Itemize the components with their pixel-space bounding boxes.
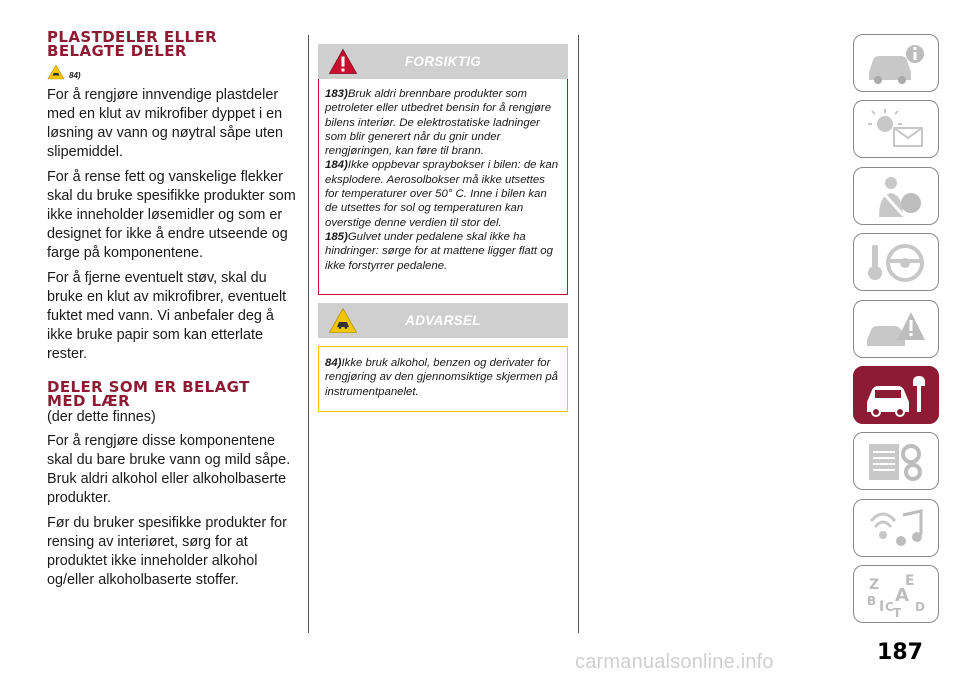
caution-item: [325, 87, 561, 158]
item-number: 84): [325, 357, 342, 369]
svg-text:Z: Z: [869, 577, 880, 594]
chapter-tabs: [853, 34, 939, 632]
svg-text:E: E: [905, 573, 915, 590]
multimedia-icon: [861, 505, 931, 551]
caution-body: [318, 79, 568, 295]
tab-maintenance[interactable]: [853, 366, 939, 424]
section-heading-leather: [47, 380, 299, 408]
item-number: 185): [325, 230, 348, 243]
tab-index[interactable]: [853, 565, 939, 623]
technical-data-icon: [861, 438, 931, 484]
car-maintenance-icon: [861, 372, 931, 418]
watermark: carmanualsonline.info: [575, 651, 774, 673]
notice-column: [318, 44, 568, 412]
warning-item: [325, 356, 561, 399]
car-info-icon: [861, 40, 931, 86]
heading-line: BELAGTE DELER: [47, 42, 187, 60]
column-divider: [578, 35, 579, 633]
tab-warning-lights[interactable]: [853, 100, 939, 158]
paragraph: For å fjerne eventuelt støv, skal du bruke en klut av mikrofibrer, eventuelt fuktet med vann. Vi anbefaler deg å ikke bruke papir som kan etterlate rester.: [47, 270, 287, 362]
paragraph: For å rense fett og vanskelige flekker skal du bruke spesifikke produkter som ikke inneholder løsemidler og som er designet for ikke å endre utseende og farge på komponentene.: [47, 169, 296, 261]
item-number: 184): [325, 159, 348, 172]
warning-body: [318, 346, 568, 412]
warning-lights-icon: [861, 106, 931, 152]
tab-safety[interactable]: [853, 167, 939, 225]
warning-header: [318, 303, 568, 338]
warning-ref-number: 84): [69, 71, 81, 80]
caution-item: [325, 158, 561, 229]
paragraph: For å rengjøre disse komponentene skal du bare bruke vann og mild såpe. Bruk aldri alkohol eller alkoholbaserte produkter.: [47, 433, 291, 506]
emergency-icon: [861, 306, 931, 352]
svg-text:I: I: [879, 599, 885, 616]
heading-line: PLASTDELER ELLER: [47, 28, 218, 46]
svg-text:B: B: [867, 594, 877, 609]
svg-text:C: C: [885, 600, 894, 615]
caution-item: [325, 230, 561, 273]
safety-airbag-icon: [861, 173, 931, 219]
tab-multimedia[interactable]: [853, 499, 939, 557]
left-column: [47, 30, 299, 596]
warning-reference: [47, 62, 299, 80]
warning-title: ADVARSEL: [405, 313, 481, 328]
caution-title: FORSIKTIG: [404, 54, 482, 69]
item-text: Ikke oppbevar spraybokser i bilen: de kan eksplodere. Aerosolbokser må ikke utsettes for temperaturer over 50° C. Inne i bilen kan de utsettes for sol og temperaturen kan overstige denne verdien til stor del.: [325, 159, 559, 229]
paragraph: For å rengjøre innvendige plastdeler med en klut av mikrofiber dyppet i en løsning av vann og nøytral såpe uten slipemiddel.: [47, 87, 283, 160]
warning-box: [318, 303, 568, 412]
page-number: 187: [877, 640, 923, 665]
item-text: Bruk aldri brennbare produkter som petroleter eller utbedret bensin for å rengjøre bilens interiør. De elektrostatiske ladninger som blir generert når du gnir under rengjøringen, kan føre til brann.: [325, 88, 552, 158]
index-icon: [861, 571, 931, 617]
svg-text:T: T: [893, 606, 902, 618]
heading-line: MED LÆR: [47, 392, 131, 410]
paragraph: Før du bruker spesifikke produkter for rensing av interiøret, sørg for at produktet ikke inneholder alkohol og/eller alkoholbaserte stoffer.: [47, 515, 287, 588]
warning-triangle-icon: [328, 307, 358, 334]
svg-text:D: D: [915, 600, 925, 615]
svg-text:A: A: [895, 585, 909, 607]
tab-starting-driving[interactable]: [853, 233, 939, 291]
section-heading-plastic: [47, 30, 299, 58]
tab-car-info[interactable]: [853, 34, 939, 92]
danger-triangle-icon: [328, 48, 358, 75]
column-divider: [308, 35, 309, 633]
tab-emergency[interactable]: [853, 300, 939, 358]
key-steering-wheel-icon: [861, 239, 931, 285]
heading-note: (der dette finnes): [47, 409, 156, 425]
item-text: Gulvet under pedalene skal ikke ha hindringer: sørge for at mattene ligger flatt og ikke forstyrrer pedalene.: [325, 230, 553, 272]
caution-header: [318, 44, 568, 79]
warning-triangle-icon: [47, 64, 65, 80]
item-text: Ikke bruk alkohol, benzen og derivater for rengjøring av den gjennomsiktige skjermen på instrumentpanelet.: [325, 357, 558, 398]
tab-technical-data[interactable]: [853, 432, 939, 490]
heading-line: DELER SOM ER BELAGT: [47, 378, 250, 396]
item-number: 183): [325, 88, 348, 100]
